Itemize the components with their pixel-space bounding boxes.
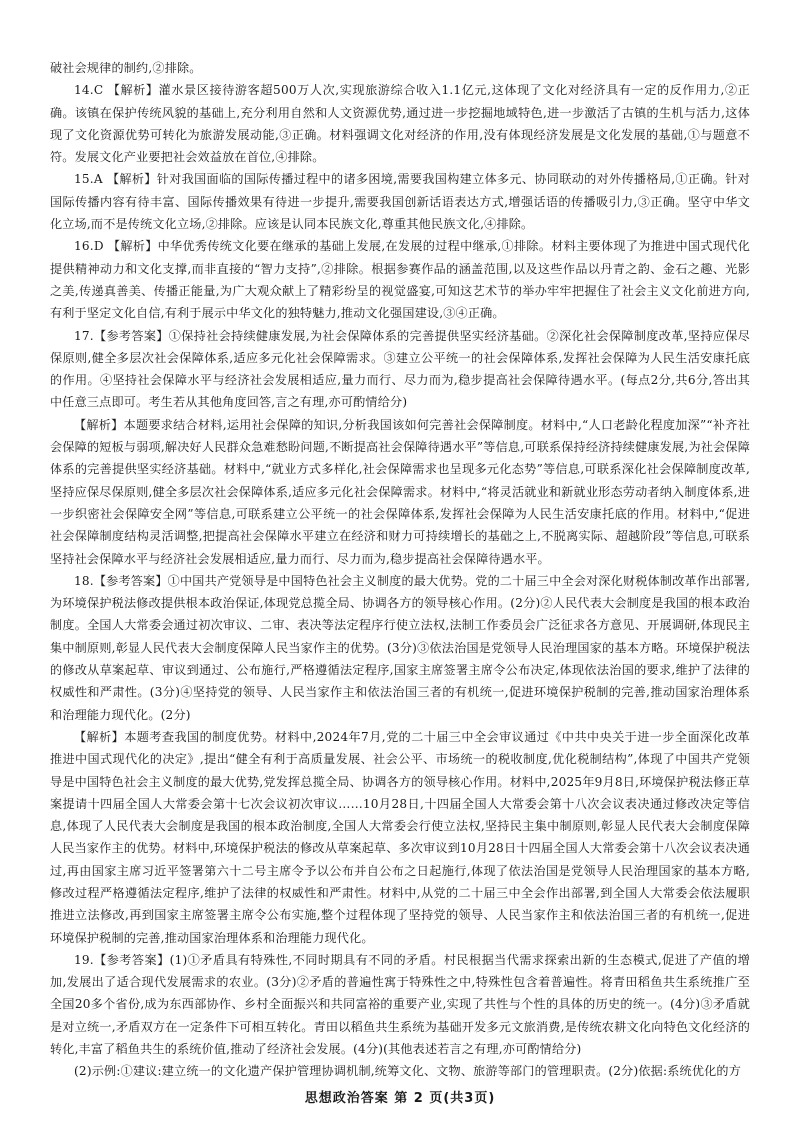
answer-content bbox=[50, 57, 750, 1083]
page-footer: 思想政治答案 第 2 页(共3页) bbox=[304, 1091, 496, 1106]
answer-14: 14.C 【解析】灌水景区接待游客超500万人次,实现旅游综合收入1.1亿元,这体现了文化对经济具有一定的反作用力,②正确。该镇在保护传统风貌的基础上,充分利用自然和人文资源优势,通过进一步挖掘地域特色,进一步激活了古镇的生机与活力,这体现了文化资源优势可转化为旅游发展动能,③正确。材料强调文化对经济的作用,没有体现经济发展是文化发展的基础,①与题意不符。发展文化产业要把社会效益放在首位,④排除。 bbox=[50, 83, 750, 165]
paragraph-continuation: 破社会规律的制约,②排除。 bbox=[50, 61, 202, 75]
answer-19-part1: 19.【参考答案】(1)①矛盾具有特殊性,不同时期具有不同的矛盾。村民根据当代需求探索出新的生态模式,促进了产值的增加,发展出了适合现代发展需求的农业。(3分)②矛盾的普遍性寓于特殊性之中,特殊性包含着普遍性。将青田稻鱼共生系统推广至全国20多个省份,成为东西部协作、乡村全面振兴和共同富裕的重要产业,实现了共性与个性的具体的历史的统一。(4分)③矛盾就是对立统一,矛盾双方在一定条件下可相互转化。青田以稻鱼共生系统为基础开发多元文旅消费,是传统农耕文化向特色文化经济的转化,丰富了稻鱼共生的系统价值,推动了经济社会发展。(4分)(其他表述若言之有理,亦可酌情给分) bbox=[50, 952, 750, 1057]
answer-15: 15.A 【解析】针对我国面临的国际传播过程中的诸多困境,需要我国构建立体多元、协同联动的对外传播格局,①正确。针对国际传播内容有待丰富、国际传播效果有待进一步提升,需要我国创新话语表达方式,增强话语的传播吸引力,③正确。坚守中华文化立场,而不是传统文化立场,②排除。应该是认同本民族文化,尊重其他民族文化,④排除。 bbox=[50, 172, 750, 232]
answer-17-analysis: 【解析】本题要求结合材料,运用社会保障的知识,分析我国该如何完善社会保障制度。材料中,“人口老龄化程度加深”“补齐社会保障的短板与弱项,解决好人民群众急难愁盼问题,不断提高社会保障待遇水平”等信息,可联系保持经济持续健康发展,为社会保障体系的完善提供坚实经济基础。材料中,“就业方式多样化,社会保障需求也呈现多元化态势”等信息,可联系深化社会保障制度改革,坚持应保尽保原则,健全多层次社会保障体系,适应多元化社会保障需求。材料中,“将灵活就业和新就业形态劳动者纳入制度体系,进一步织密社会保障安全网”等信息,可联系建立公平统一的社会保障体系,发挥社会保障为人民生活安康托底的作用。材料中,“促进社会保障制度结构灵活调整,把提高社会保障水平建立在经济和财力可持续增长的基础之上,不脱离实际、超越阶段”等信息,可联系坚持社会保障水平与经济社会发展相适应,量力而行、尽力而为,稳步提高社会保障待遇水平。 bbox=[50, 417, 750, 566]
answer-16: 16.D 【解析】中华优秀传统文化要在继承的基础上发展,在发展的过程中继承,①排除。材料主要体现了为推进中国式现代化提供精神动力和文化支撑,而非直接的“智力支持”,②排除。根据参赛作品的涵盖范围,以及这些作品以丹青之韵、金石之趣、光影之美,传递真善美、传播正能量,为广大观众献上了精彩纷呈的视觉盛宴,可知这艺术节的举办牢牢把握住了社会主义文化前进方向,有利于坚定文化自信,有利于展示中华文化的独特魅力,推动文化强国建设,③④正确。 bbox=[50, 239, 750, 321]
answer-19-part2: (2)示例:①建议:建立统一的文化遗产保护管理协调机制,统筹文化、文物、旅游等部门的管理职责。(2分)依据:系统优化的方 bbox=[74, 1064, 742, 1079]
answer-18-reference: 18.【参考答案】①中国共产党领导是中国特色社会主义制度的最大优势。党的二十届三中全会对深化财税体制改革作出部署,为环境保护税法修改提供根本政治保证,体现党总揽全局、协调各方的领导核心作用。(2分)②人民代表大会制度是我国的根本政治制度。全国人大常委会通过初次审议、二审、表决等法定程序行使立法权,法制工作委员会广泛征求各方意见、开展调研,体现民主集中制原则,彰显人民代表大会制度保障人民当家作主的优势。(3分)③依法治国是党领导人民治理国家的基本方略。环境保护税法的修改从草案起草、审议到通过、公布施行,严格遵循法定程序,国家主席签署主席令公布决定,体现依法治国的要求,维护了法律的权威性和严肃性。(3分)④坚持党的领导、人民当家作主和依法治国三者的有机统一,促进环境保护税制的完善,推动国家治理体系和治理能力现代化。(2分) bbox=[50, 573, 750, 722]
answer-18-analysis: 【解析】本题考查我国的制度优势。材料中,2024年7月,党的二十届三中全会审议通过《中共中央关于进一步全面深化改革 推进中国式现代化的决定》,提出“健全有利于高质量发展、社会公平、市场统一的税收制度,优化税制结构”,体现了中国共产党领导是中国特色社会主义制度的最大优势,党发挥总揽全局、协调各方的领导核心作用。材料中,2025年9月8日,环境保护税法修正草案提请十四届全国人大常委会第十七次会议初次审议……10月28日,十四届全国人大常委会第十八次会议表决通过修改决定等信息,体现了人民代表大会制度是我国的根本政治制度,全国人大常委会行使立法权,坚持民主集中制原则,彰显人民代表大会制度保障人民当家作主的优势。材料中,环境保护税法的修改从草案起草、多次审议到10月28日十四届全国人大常委会第十八次会议表决通过,再由国家主席习近平签署第六十二号主席令予以公布并自公布之日起施行,体现了依法治国是党领导人民治理国家的基本方略,修改过程严格遵循法定程序,维护了法律的权威性和严肃性。材料中,从党的二十届三中全会作出部署,到全国人大常委会依法履职推进立法修改,再到国家主席签署主席令公布实施,整个过程体现了坚持党的领导、人民当家作主和依法治国三者的有机统一,促进环境保护税制的完善,推动国家治理体系和治理能力现代化。 bbox=[50, 729, 750, 945]
answer-17-reference: 17.【参考答案】①保持社会持续健康发展,为社会保障体系的完善提供坚实经济基础。②深化社会保障制度改革,坚持应保尽保原则,健全多层次社会保障体系,适应多元化社会保障需求。③建立公平统一的社会保障体系,发挥社会保障为人民生活安康托底的作用。④坚持社会保障水平与经济社会发展相适应,量力而行、尽力而为,稳步提高社会保障待遇水平。(每点2分,共6分,答出其中任意三点即可。考生若从其他角度回答,言之有理,亦可酌情给分) bbox=[50, 328, 750, 410]
